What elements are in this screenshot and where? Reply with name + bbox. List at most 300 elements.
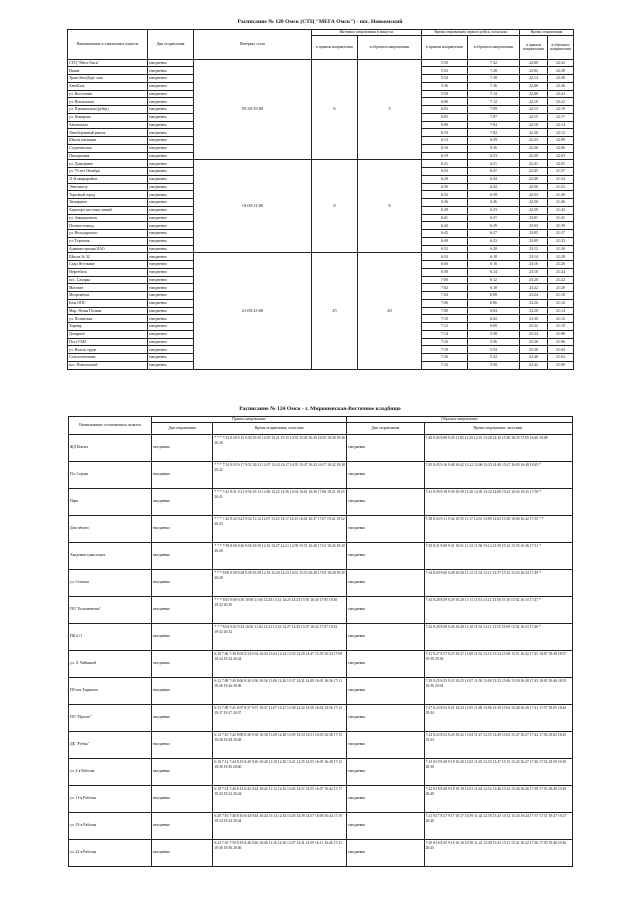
last-forward: 22:00 <box>520 59 548 67</box>
stop-name: Сады Ягельные <box>68 261 148 269</box>
stop-name: Сельхозтехника <box>68 354 148 362</box>
departure-times-back: 7:27 8:23 8:53 9:21 10:23 11:05 11:48 13:06 13:50 15:04 15:48 16:28 17:41 17:57 18:05 18:44 19:34 <box>424 704 572 731</box>
interval-forward: 25 <box>312 253 358 369</box>
departure-times-back: 7:35 8:31 9:08 9:31 10:51 11:13 11:56 13:14 13:59 15:14 15:55 16:36 17:51 * <box>424 542 572 569</box>
first-forward: 6:36 <box>422 199 468 207</box>
last-forward: 22:45 <box>520 168 548 176</box>
departure-times-back: 7:21 8:17 8:47 9:17 10:17 10:59 11:42 12:50 13:45 15:12 15:43 16:24 17:37 17:51 18:47 19:27 20:46 <box>424 812 572 839</box>
departure-days: ежедневно <box>148 168 194 176</box>
first-back: 6:06 <box>468 299 520 307</box>
departure-days: ежедневно <box>148 144 194 152</box>
departure-days-back: ежедневно <box>347 461 425 488</box>
last-forward: 22:15 <box>520 113 548 121</box>
departure-times-back: 7:40 8:45 9:08 9:45 11:05 11:25 12:10 13:28 14:10 15:30 16:35 17:05 18:40 19:08 <box>424 434 572 461</box>
departure-times-forward: * * * 8:00 8:58 9:28 9:58 10:58 12:18 13:29 14:23 14:01 15:53 16:28 17:03 18:28 19:30 20:28 <box>213 569 347 596</box>
first-back: 6:51 <box>468 160 520 168</box>
last-forward: 23:16 <box>520 261 548 269</box>
departure-times-forward: * * * 7:58 8:56 9:26 9:56 10:56 12:16 13:27 14:21 14:59 15:51 16:26 17:01 18:26 19:20 20:26 <box>213 542 347 569</box>
stop-name: 11-й микрорайон <box>68 175 148 183</box>
schedule-124-title: Расписание № 124 Омск - г. Мирошевская-Восточное кладбище <box>239 406 401 412</box>
last-back: 22:28 <box>548 75 574 83</box>
departure-times-back: 7:32 8:28 8:58 9:26 10:48 11:10 11:53 13:11 13:55 15:09 15:52 16:33 17:46 * <box>424 623 572 650</box>
departure-times-forward: 6:20 7:16 7:48 8:16 8:44 9:44 10:44 11:14 12:34 13:45 14:39 14:57 16:09 16:44 17:19 18:34 19:34 20:44 <box>213 812 347 839</box>
header-stop: Наименование остановочных пунктов <box>68 30 148 60</box>
departure-days: ежедневно <box>148 106 194 114</box>
last-back: 21:30 <box>548 245 574 253</box>
first-back: 6:04 <box>468 307 520 315</box>
departure-days-forward: ежедневно <box>151 488 212 515</box>
stop-name: ул. Степная <box>69 569 152 596</box>
first-back: 5:56 <box>468 338 520 346</box>
first-back: 7:18 <box>468 75 520 83</box>
first-back: 5:50 <box>468 361 520 369</box>
table-row <box>69 542 573 569</box>
last-back: 21:02 <box>548 354 574 362</box>
last-forward: 23:18 <box>520 268 548 276</box>
departure-days-forward: ежедневно <box>151 515 212 542</box>
stop-name: АвтоБаза <box>68 82 148 90</box>
stop-name: ул. Восточная <box>68 90 148 98</box>
table-row <box>69 434 573 461</box>
first-forward: 6:23 <box>422 168 468 176</box>
table-row <box>68 59 574 67</box>
header-first-forward: в прямом направлении <box>422 35 468 59</box>
departure-days: ежедневно <box>148 129 194 137</box>
last-forward: 23:38 <box>520 346 548 354</box>
first-forward: 7:10 <box>422 315 468 323</box>
table-row <box>69 677 573 704</box>
departure-days: ежедневно <box>148 199 194 207</box>
header-days-back: Дни отправления <box>347 422 425 434</box>
first-forward: 5:58 <box>422 90 468 98</box>
first-forward: 6:00 <box>422 98 468 106</box>
first-forward: 6:10 <box>422 129 468 137</box>
first-back: 6:12 <box>468 276 520 284</box>
last-back: 21:54 <box>548 175 574 183</box>
stop-name: Почтиогеоавод <box>68 222 148 230</box>
first-back: 6:31 <box>468 214 520 222</box>
departure-days-back: ежедневно <box>347 515 425 542</box>
table-row <box>69 461 573 488</box>
departure-days: ежедневно <box>148 299 194 307</box>
last-forward: 22:02 <box>520 67 548 75</box>
departure-days: ежедневно <box>148 346 194 354</box>
last-forward: 23:01 <box>520 214 548 222</box>
last-forward: 22:29 <box>520 152 548 160</box>
stop-name: пос. Новоомский <box>68 361 148 369</box>
first-forward: 6:52 <box>422 245 468 253</box>
first-forward: 6:21 <box>422 160 468 168</box>
last-forward: 23:36 <box>520 338 548 346</box>
table-row <box>69 704 573 731</box>
header-times-back: Время отправления, часы:мин. <box>424 422 572 434</box>
departure-days-forward: ежедневно <box>151 731 212 758</box>
first-back: 6:08 <box>468 292 520 300</box>
last-forward: 22:53 <box>520 191 548 199</box>
last-forward: 23:26 <box>520 299 548 307</box>
departure-days: ежедневно <box>148 315 194 323</box>
departure-times-forward: 6:18 7:14 7:46 8:14 8:42 9:42 10:42 11:12 12:32 13:43 14:37 14:55 16:07 16:42 17:17 18:32 19:32 20:42 <box>213 785 347 812</box>
first-back: 5:52 <box>468 354 520 362</box>
header-interval: Интервал отправления в минутах <box>312 30 422 36</box>
departure-times-back: 7:20 8:16 8:45 9:16 10:16 10:58 11:41 12:49 13:43 15:11 15:41 16:22 17:36 17:50 18:46 19:26 20:45 <box>424 839 572 866</box>
last-forward: 22:48 <box>520 175 548 183</box>
departure-times-forward: 6:13 7:09 7:41 8:07 8:37 9:37 10:37 11:07 12:27 13:38 14:32 14:50 16:02 14:56 17:12 18:37 19:27 20:37 <box>213 704 347 731</box>
departure-days: ежедневно <box>148 268 194 276</box>
departure-times-back: 7:24 8:22 8:52 9:20 10:22 11:04 11:47 12:55 13:49 15:03 15:47 16:27 17:42 17:56 18:02 18:43 19:33 <box>424 731 572 758</box>
header-stop: Наименование остановочных пунктов <box>69 417 152 435</box>
stop-name: ЖД Вокзал <box>69 434 152 461</box>
schedule-120-title: Расписание № 120 Омск (СТЦ "МЕГА Омск") - пос. Новоомский <box>237 19 403 25</box>
first-forward: 6:49 <box>422 237 468 245</box>
departure-days: ежедневно <box>148 82 194 90</box>
first-forward: 6:16 <box>422 144 468 152</box>
table-row <box>69 785 573 812</box>
last-back: 22:24 <box>548 90 574 98</box>
first-forward: 7:06 <box>422 299 468 307</box>
stop-name: Панорамная <box>68 152 148 160</box>
last-forward: 22:59 <box>520 206 548 214</box>
last-back: 21:37 <box>548 230 574 238</box>
last-forward: 23:32 <box>520 323 548 331</box>
stop-name: ДК "Рубин" <box>69 731 152 758</box>
stop-name: пос. Сахарка <box>68 276 148 284</box>
header-last-forward: в прямом направлении <box>520 35 548 59</box>
header-hours: Интервал суток <box>194 30 312 60</box>
last-forward: 23:09 <box>520 237 548 245</box>
first-forward: 6:19 <box>422 152 468 160</box>
header-first-trip: Время отправления первого рейса, часы:мин <box>422 30 520 36</box>
first-back: 6:59 <box>468 137 520 145</box>
stop-name: ул. 11-я Рабочая <box>69 785 152 812</box>
last-back: 22:17 <box>548 113 574 121</box>
last-forward: 22:56 <box>520 199 548 207</box>
period-hours: 19:00-21:00 <box>194 160 312 253</box>
departure-days-back: ежедневно <box>347 839 425 866</box>
table-row <box>69 839 573 866</box>
first-forward: 6:03 <box>422 106 468 114</box>
first-forward: 6:58 <box>422 268 468 276</box>
departure-days: ежедневно <box>148 75 194 83</box>
first-back: 6:16 <box>468 261 520 269</box>
departure-days: ежедневно <box>148 90 194 98</box>
stop-name: ул. Володарского <box>68 230 148 238</box>
departure-days: ежедневно <box>148 323 194 331</box>
departure-times-forward: 6:10 7:06 7:38 8:04 8:34 9:34 10:34 11:04 12:24 13:35 14:29 14:47 15:59 16:34 17:09 18:24 19:24 20:34 <box>213 650 347 677</box>
last-back: 21:57 <box>548 168 574 176</box>
table-row <box>69 569 573 596</box>
departure-days: ежедневно <box>148 152 194 160</box>
stop-name: ПО "Иртыш" <box>69 704 152 731</box>
last-forward: 22:06 <box>520 82 548 90</box>
departure-times-back: 7:38 8:33 9:11 9:34 10:55 11:17 12:01 13:09 14:02 15:30 16:00 16:42 17:55 * * <box>424 515 572 542</box>
first-back: 7:04 <box>468 121 520 129</box>
last-forward: 23:05 <box>520 230 548 238</box>
last-back: 21:20 <box>548 284 574 292</box>
stop-name: Автовокзал <box>68 121 148 129</box>
last-back: 21:52 <box>548 183 574 191</box>
departure-days-back: ежедневно <box>347 569 425 596</box>
first-back: 6:18 <box>468 253 520 261</box>
departure-days-back: ежедневно <box>347 758 425 785</box>
stop-name: Хорнир <box>68 323 148 331</box>
header-last-trip: Время отправления <box>520 30 574 36</box>
last-back: 21:46 <box>548 199 574 207</box>
departure-days: ежедневно <box>148 175 194 183</box>
departure-days: ежедневно <box>148 121 194 129</box>
stop-name: ул. 4-я Рабочая <box>69 758 152 785</box>
last-forward: 22:41 <box>520 160 548 168</box>
departure-days: ежедневно <box>148 183 194 191</box>
departure-days: ежедневно <box>148 330 194 338</box>
stop-name: Академия транспорта <box>69 542 152 569</box>
departure-days-back: ежедневно <box>347 731 425 758</box>
departure-times-back: 7:34 8:29 9:06 9:28 10:50 11:12 11:54 13:12 13:57 15:12 15:53 16:34 17:49 * <box>424 569 572 596</box>
last-back: 21:26 <box>548 261 574 269</box>
departure-days: ежедневно <box>148 206 194 214</box>
departure-times-forward: 6:22 7:18 7:50 8:18 8:46 9:46 10:46 11:16 12:36 13:47 14:41 14:59 16:11 16:46 17:21 18:36 19:36 20:46 <box>213 839 347 866</box>
departure-times-forward: * * * 7:41 8:31 9:21 9:56 10:14 12:06 13:22 14:36 14:34 16:01 16:36 17:06 18:21 19:51 20:21 <box>213 488 347 515</box>
first-forward: 6:45 <box>422 230 468 238</box>
departure-days: ежедневно <box>148 284 194 292</box>
last-back: 21:18 <box>548 292 574 300</box>
header-forward: Прямое направление <box>151 417 346 423</box>
stop-name: ул. 70 лет Октября <box>68 168 148 176</box>
stop-name: ПК и О <box>69 623 152 650</box>
departure-days: ежедневно <box>148 191 194 199</box>
interval-back: 8 <box>358 160 422 253</box>
first-back: 5:54 <box>468 346 520 354</box>
last-forward: 23:34 <box>520 330 548 338</box>
departure-days: ежедневно <box>148 160 194 168</box>
last-forward: 22:08 <box>520 90 548 98</box>
interval-back: 5 <box>358 59 422 160</box>
stop-name: СТЦ "Мега Омск" <box>68 59 148 67</box>
last-back: 22:32 <box>548 59 574 67</box>
departure-days: ежедневно <box>148 214 194 222</box>
departure-times-forward: * * * 7:54 8:53 9:17 9:52 10:52 12:07 13:23 14:17 14:55 15:47 16:22 16:57 18:32 19:38 20:22 <box>213 461 347 488</box>
departure-times-back: 7:29 8:25 8:55 9:23 10:25 11:07 11:50 13:08 13:52 15:06 15:50 16:30 17:43 18:05 18:46 18:55 19:36 20:34 <box>424 677 572 704</box>
first-forward: 6:13 <box>422 137 468 145</box>
stop-name: ул. 22-я Рабочая <box>69 839 152 866</box>
first-forward: 6:56 <box>422 261 468 269</box>
last-back: 22:26 <box>548 82 574 90</box>
departure-times-forward: 6:14 7:10 7:42 8:08 8:38 9:38 10:38 11:08 12:28 13:39 14:33 14:51 16:03 16:38 17:13 18:28 19:28 20:38 <box>213 731 347 758</box>
last-forward: 22:23 <box>520 137 548 145</box>
first-back: 6:44 <box>468 175 520 183</box>
last-forward: 22:26 <box>520 144 548 152</box>
departure-days-forward: ежедневно <box>151 839 212 866</box>
stop-name: Парк <box>69 488 152 515</box>
first-back: 7:16 <box>468 82 520 90</box>
departure-days-back: ежедневно <box>347 596 425 623</box>
stop-name: Нефтебаза <box>68 268 148 276</box>
departure-days: ежедневно <box>148 237 194 245</box>
last-back: 21:16 <box>548 299 574 307</box>
stop-name: ул. Комарова <box>68 113 148 121</box>
departure-days: ежедневно <box>148 222 194 230</box>
first-forward: 5:54 <box>422 75 468 83</box>
period-hours: 21:00-23:00 <box>194 253 312 369</box>
stop-name: Администрация КАО <box>68 245 148 253</box>
first-forward: 6:33 <box>422 191 468 199</box>
last-forward: 22:20 <box>520 129 548 137</box>
stop-name: ПО им. Баранова <box>69 677 152 704</box>
last-forward: 23:12 <box>520 245 548 253</box>
stop-name: Торговый город <box>68 191 148 199</box>
departure-days: ежедневно <box>148 245 194 253</box>
departure-days-forward: ежедневно <box>151 461 212 488</box>
last-back: 22:30 <box>548 67 574 75</box>
departure-times-forward: 6:12 7:08 7:40 8:06 8:36 9:36 10:36 11:06 12:26 13:37 14:31 14:49 16:01 16:36 17:11 18:26 19:26 20:36 <box>213 677 347 704</box>
first-back: 5:58 <box>468 330 520 338</box>
first-back: 6:33 <box>468 206 520 214</box>
stop-name: Пост ГАИ <box>68 338 148 346</box>
first-back: 6:36 <box>468 199 520 207</box>
first-back: 6:10 <box>468 284 520 292</box>
last-back: 21:33 <box>548 237 574 245</box>
first-forward: 7:22 <box>422 361 468 369</box>
stop-name: Ишим <box>68 67 148 75</box>
stop-name: Мкр. Ясная Поляна <box>68 307 148 315</box>
stop-name: ул. Власть труда <box>68 346 148 354</box>
last-back: 22:03 <box>548 152 574 160</box>
last-forward: 23:30 <box>520 315 548 323</box>
first-forward: 7:00 <box>422 276 468 284</box>
departure-days: ежедневно <box>148 230 194 238</box>
departure-days-forward: ежедневно <box>151 704 212 731</box>
first-back: 7:12 <box>468 98 520 106</box>
interval-forward: 6 <box>312 59 358 160</box>
table-row <box>69 488 573 515</box>
last-forward: 23:40 <box>520 354 548 362</box>
first-back: 7:07 <box>468 113 520 121</box>
last-forward: 23:14 <box>520 253 548 261</box>
departure-days-forward: ежедневно <box>151 677 212 704</box>
last-back: 22:06 <box>548 144 574 152</box>
departure-days: ежедневно <box>148 98 194 106</box>
departure-days: ежедневно <box>148 307 194 315</box>
last-back: 21:12 <box>548 315 574 323</box>
first-back: 6:00 <box>468 323 520 331</box>
departure-days-forward: ежедневно <box>151 812 212 839</box>
last-back: 22:19 <box>548 106 574 114</box>
departure-days-forward: ежедневно <box>151 596 212 623</box>
first-forward: 6:28 <box>422 175 468 183</box>
stop-name: ул. Авиационная <box>68 214 148 222</box>
header-last-back: в обратном направлении <box>548 35 574 59</box>
header-times-forward: Время отправления, часы:мин. <box>213 422 347 434</box>
last-forward: 22:18 <box>520 121 548 129</box>
departure-days-back: ежедневно <box>347 623 425 650</box>
period-hours: 05:30-19:00 <box>194 59 312 160</box>
last-forward: 22:13 <box>520 106 548 114</box>
last-forward: 23:28 <box>520 307 548 315</box>
last-back: 21:41 <box>548 214 574 222</box>
departure-days-forward: ежедневно <box>151 623 212 650</box>
last-back: 21:10 <box>548 323 574 331</box>
last-back: 21:24 <box>548 268 574 276</box>
first-forward: 6:39 <box>422 206 468 214</box>
last-forward: 23:22 <box>520 284 548 292</box>
departure-times-back: 7:31 8:27 8:57 9:25 10:27 11:09 11:52 13:10 13:54 15:08 15:51 16:32 17:45 18:07 18:48 18:57 19:38 20:36 <box>424 650 572 677</box>
schedule-120-table <box>67 29 574 370</box>
stop-name: Аэропорт местных линий <box>68 206 148 214</box>
departure-days: ежедневно <box>148 59 194 67</box>
departure-times-forward: * * * 7:42 8:52 9:23 9:52 11:12 12:07 13:23 14:17 14:35 16:02 16:37 17:07 19:22 19:52 20:23 <box>213 515 347 542</box>
stop-name: Пл. Серова <box>69 461 152 488</box>
departure-days-forward: ежедневно <box>151 758 212 785</box>
table-row <box>69 758 573 785</box>
table-row <box>68 253 574 261</box>
departure-times-forward: 6:16 7:12 7:44 8:10 8:40 9:40 10:40 11:10 12:30 13:41 14:35 14:53 16:05 16:40 17:15 18:30 19:30 20:40 <box>213 758 347 785</box>
departure-days: ежедневно <box>148 338 194 346</box>
last-back: 21:28 <box>548 253 574 261</box>
departure-days-back: ежедневно <box>347 677 425 704</box>
departure-days: ежедневно <box>148 137 194 145</box>
departure-times-back: 7:41 8:39 9:18 9:56 10:59 11:20 12:03 13:32 14:06 15:21 16:02 16:35 17:59 * <box>424 488 572 515</box>
departure-days: ежедневно <box>148 292 194 300</box>
stop-name: ул. 19-я Рабочая <box>69 812 152 839</box>
last-back: 22:14 <box>548 121 574 129</box>
header-back: Обратное направление <box>347 417 573 423</box>
last-back: 22:01 <box>548 160 574 168</box>
table-row <box>69 596 573 623</box>
departure-days-back: ежедневно <box>347 434 425 461</box>
stop-name: Магазин <box>68 284 148 292</box>
departure-days-forward: ежедневно <box>151 434 212 461</box>
first-back: 6:02 <box>468 315 520 323</box>
stop-name: ПО "Большевичка" <box>69 596 152 623</box>
last-forward: 22:10 <box>520 98 548 106</box>
first-forward: 7:16 <box>422 338 468 346</box>
first-back: 6:23 <box>468 237 520 245</box>
schedule-124-table <box>68 416 573 867</box>
departure-days-forward: ежедневно <box>151 542 212 569</box>
first-forward: 7:18 <box>422 346 468 354</box>
table-row <box>69 812 573 839</box>
departure-days-forward: ежедневно <box>151 785 212 812</box>
first-forward: 6:43 <box>422 222 468 230</box>
first-forward: 7:08 <box>422 307 468 315</box>
interval-back: 20 <box>358 253 422 369</box>
interval-forward: 8 <box>312 160 358 253</box>
stop-name: Тимирязев <box>68 199 148 207</box>
last-back: 21:22 <box>548 276 574 284</box>
departure-times-back: 7:23 8:19 8:49 9:19 10:20 11:02 11:45 12:53 13:47 15:15 15:45 16:27 17:40 17:54 18:50 19:30 20:30 <box>424 758 572 785</box>
stop-name: Дочернеё <box>68 330 148 338</box>
first-forward: 6:05 <box>422 113 468 121</box>
header-interval-forward: в прямом направлении <box>312 35 358 59</box>
last-forward: 23:42 <box>520 361 548 369</box>
header-first-back: в обратном направлении <box>468 35 520 59</box>
stop-name: Энтузиасту <box>68 183 148 191</box>
last-forward: 23:03 <box>520 222 548 230</box>
last-forward: 22:14 <box>520 75 548 83</box>
last-back: 21:49 <box>548 191 574 199</box>
first-forward: 7:02 <box>422 284 468 292</box>
departure-days-back: ежедневно <box>347 785 425 812</box>
first-forward: 5:50 <box>422 59 468 67</box>
first-forward: 6:08 <box>422 121 468 129</box>
table-row <box>69 623 573 650</box>
departure-times-back: 7:22 8:18 8:48 9:18 10:19 11:01 11:44 12:52 13:46 15:14 15:44 16:26 17:39 17:53 18:49 19:29 20:48 <box>424 785 572 812</box>
first-back: 6:29 <box>468 222 520 230</box>
first-back: 7:28 <box>468 67 520 75</box>
stop-name: Студенческая <box>68 144 148 152</box>
first-back: 6:20 <box>468 245 520 253</box>
stop-name: ТрансАвтоДорс эско <box>68 75 148 83</box>
